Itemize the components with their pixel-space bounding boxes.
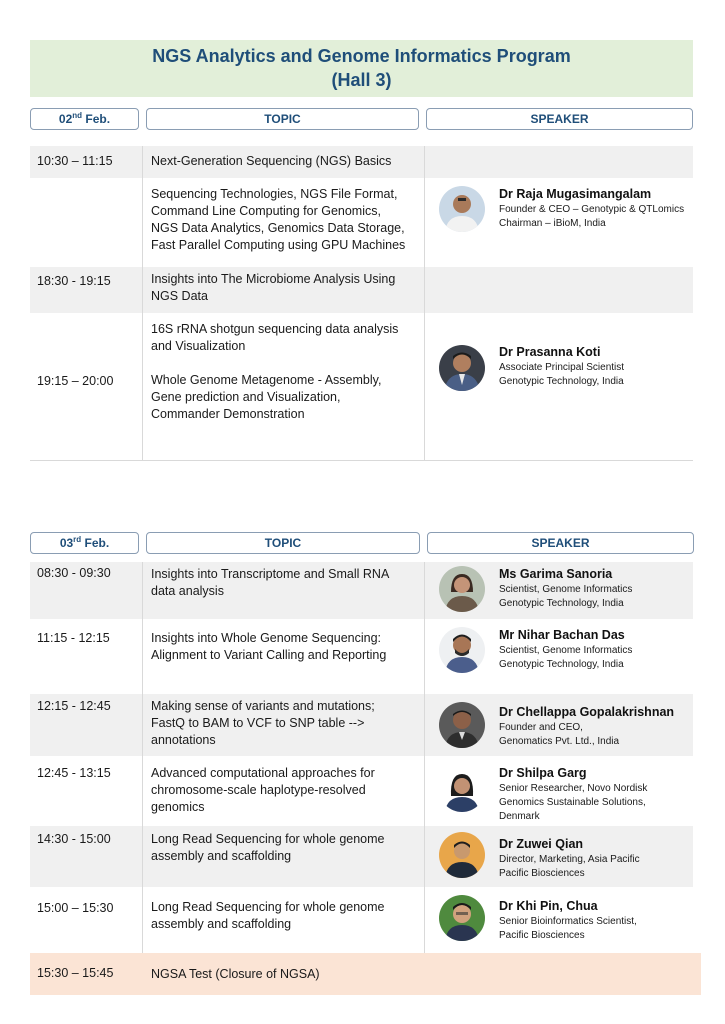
session-time: 12:15 - 12:45 bbox=[37, 699, 111, 713]
table-bottom-border bbox=[30, 460, 693, 461]
day2-date-header: 03rd Feb. bbox=[30, 532, 139, 554]
session-time: 10:30 – 11:15 bbox=[37, 154, 113, 168]
column-divider bbox=[424, 562, 425, 953]
program-title: NGS Analytics and Genome Informatics Program bbox=[152, 46, 571, 66]
day2-speaker-header: SPEAKER bbox=[427, 532, 694, 554]
column-divider bbox=[142, 146, 143, 460]
session-time: 15:00 – 15:30 bbox=[37, 901, 114, 915]
speaker-name: Dr Chellappa Gopalakrishnan bbox=[499, 705, 675, 719]
session-row bbox=[30, 146, 693, 178]
session-time: 08:30 - 09:30 bbox=[37, 566, 111, 580]
speaker-info: Dr Chellappa Gopalakrishnan Founder and CEO, Genomatics Pvt. Ltd., India bbox=[499, 705, 675, 747]
speaker-photo-avatar bbox=[439, 345, 485, 391]
session-topic: Insights into Whole Genome Sequencing: Alignment to Variant Calling and Reporting bbox=[151, 631, 387, 662]
speaker-name: Dr Prasanna Koti bbox=[499, 345, 601, 359]
session-row bbox=[30, 267, 693, 313]
speaker-name: Dr Raja Mugasimangalam bbox=[499, 187, 652, 201]
session-time: 14:30 - 15:00 bbox=[37, 832, 111, 846]
day1-topic-header: TOPIC bbox=[146, 108, 419, 130]
speaker-photo-avatar bbox=[439, 895, 485, 941]
speaker-photo-avatar bbox=[439, 702, 485, 748]
speaker-photo-avatar bbox=[439, 566, 485, 612]
column-divider bbox=[142, 562, 143, 953]
session-time: 12:45 - 13:15 bbox=[37, 766, 111, 780]
session-time: 15:30 – 15:45 bbox=[37, 966, 114, 980]
session-topic: Making sense of variants and mutations; FastQ to BAM to VCF to SNP table --> annotations bbox=[151, 699, 375, 747]
speaker-name: Dr Shilpa Garg bbox=[499, 766, 587, 780]
speaker-photo-avatar bbox=[439, 186, 485, 232]
speaker-info: Dr Prasanna Koti Associate Principal Scientist Genotypic Technology, India bbox=[499, 345, 625, 387]
speaker-info: Dr Shilpa Garg Senior Researcher, Novo Nordisk Genomics Sustainable Solutions, Denmark bbox=[499, 766, 648, 822]
session-topic: NGSA Test (Closure of NGSA) bbox=[151, 967, 320, 981]
speaker-name: Dr Zuwei Qian bbox=[499, 837, 584, 851]
speaker-info: Dr Raja Mugasimangalam Founder & CEO – Genotypic & QTLomics Chairman – iBioM, India bbox=[499, 187, 685, 229]
speaker-info: Dr Zuwei Qian Director, Marketing, Asia Pacific Pacific Biosciences bbox=[499, 837, 640, 879]
session-time: 11:15 - 12:15 bbox=[37, 631, 110, 645]
speaker-photo-avatar bbox=[439, 832, 485, 878]
speaker-photo-avatar bbox=[439, 627, 485, 673]
column-divider bbox=[424, 146, 425, 460]
day2-topic-header: TOPIC bbox=[146, 532, 420, 554]
speaker-name: Mr Nihar Bachan Das bbox=[499, 628, 625, 642]
speaker-info: Dr Khi Pin, Chua Senior Bioinformatics Scientist, Pacific Biosciences bbox=[499, 899, 637, 941]
session-topic: Insights into Transcriptome and Small RNA data analysis bbox=[151, 567, 390, 598]
session-time: 19:15 – 20:00 bbox=[37, 374, 114, 388]
session-topic: Advanced computational approaches for chromosome-scale haplotype-resolved genomics bbox=[151, 766, 375, 814]
session-topic: Long Read Sequencing for whole genome assembly and scaffolding bbox=[151, 900, 385, 931]
session-topic: Long Read Sequencing for whole genome assembly and scaffolding bbox=[151, 832, 385, 863]
day1-date-header: 02nd Feb. bbox=[30, 108, 139, 130]
session-time: 18:30 - 19:15 bbox=[37, 274, 111, 288]
speaker-info: Ms Garima Sanoria Scientist, Genome Informatics Genotypic Technology, India bbox=[499, 567, 633, 609]
session-topic: Sequencing Technologies, NGS File Format, Command Line Computing for Genomics, NGS Data Analytics, Genomics Data Storage, Fast Parallel Computing using GPU Machines bbox=[151, 187, 406, 252]
program-title-banner bbox=[30, 40, 693, 97]
speaker-name: Dr Khi Pin, Chua bbox=[499, 899, 598, 913]
day1-speaker-header: SPEAKER bbox=[426, 108, 693, 130]
session-topic: 16S rRNA shotgun sequencing data analysis and Visualization Whole Genome Metagenome - Assembly, Gene prediction and Visualization, Commander Demonstration bbox=[151, 322, 399, 421]
session-topic: Insights into The Microbiome Analysis Using NGS Data bbox=[151, 272, 396, 303]
speaker-name: Ms Garima Sanoria bbox=[499, 567, 613, 581]
speaker-info: Mr Nihar Bachan Das Scientist, Genome Informatics Genotypic Technology, India bbox=[499, 628, 633, 670]
speaker-photo-avatar bbox=[439, 766, 485, 812]
session-row-closure bbox=[30, 953, 701, 995]
session-topic: Next-Generation Sequencing (NGS) Basics bbox=[151, 154, 392, 168]
program-hall: (Hall 3) bbox=[331, 70, 392, 90]
